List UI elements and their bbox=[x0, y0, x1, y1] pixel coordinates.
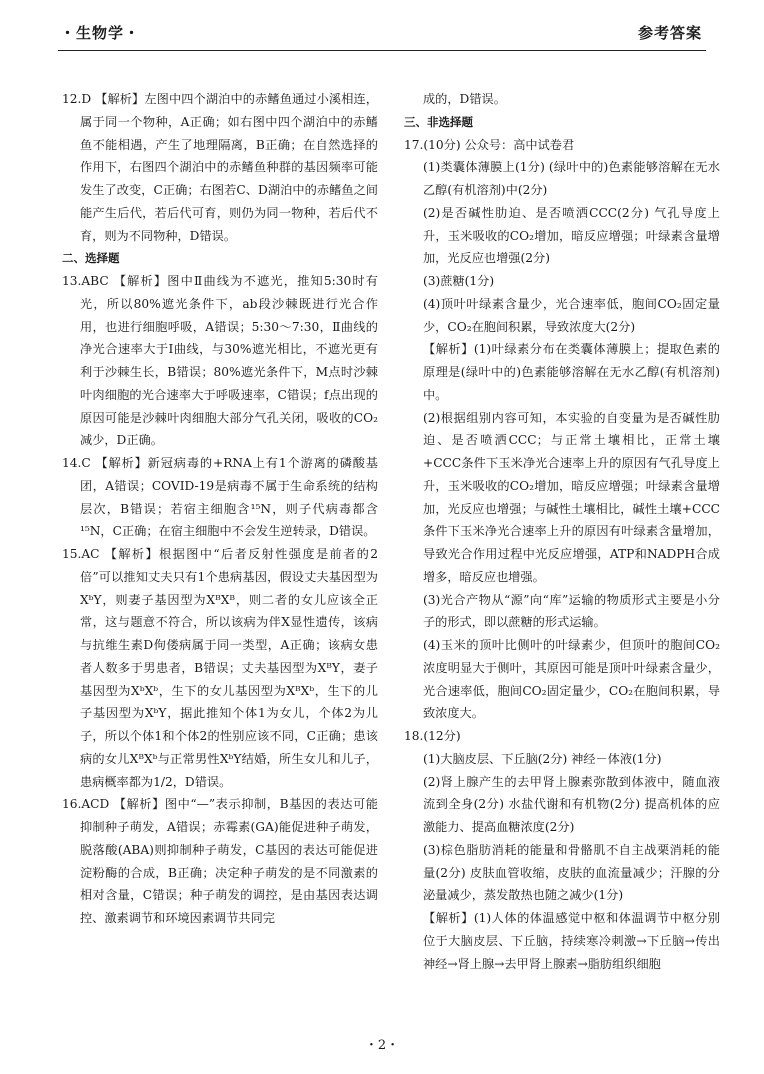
answer-17-part3: (3)蔗糖(1分) bbox=[423, 274, 495, 288]
header-subject: ・生物学・ bbox=[60, 24, 141, 42]
answer-15: 15.AC 【解析】根据图中“后者反射性强度是前者的2倍”可以推知丈夫只有1个患病基因，假设丈夫基因型为XᵇY，则妻子基因型为XᴮXᴮ，则二者的女儿应该全正常，这与题意不符合，所以该病为伴X显性遗传，该病与抗维生素D佝偻病属于同一类型，A正确；该病女患者人数多于男患者，B错误；丈夫基因型为XᴮY，妻子基因型为XᵇXᵇ，生下的女儿基因型为XᴮXᵇ，生下的儿子基因型为XᵇY，据此推知个体1为女儿，个体2为儿子，所以个体1和个体2的性别应该不同，C正确；患该病的女儿XᴮXᵇ与正常男性XᵇY结婚，所生女儿和儿子，患病概率都为1/2，D错误。 bbox=[62, 547, 378, 789]
answer-16-continued: 成的，D错误。 bbox=[423, 92, 506, 106]
question-18-heading: 18.(12分) bbox=[404, 729, 461, 743]
left-column bbox=[62, 88, 378, 930]
answer-17-part4: (4)顶叶叶绿素含量少，光合速率低，胞间CO₂固定量少，CO₂在胞间积累，导致浓度大(2分) bbox=[423, 296, 720, 334]
explanation-17-part3: (3)光合产物从“源”向“库”运输的物质形式主要是小分子的形式，即以蔗糖的形式运输。 bbox=[423, 592, 720, 630]
answer-18-part2: (2)肾上腺产生的去甲肾上腺素弥散到体液中，随血液流到全身(2分) 水盐代谢和有机物(2分) 提高机体的应激能力、提高血糖浓度(2分) bbox=[423, 774, 720, 834]
header-title: 参考答案 bbox=[637, 24, 702, 42]
answer-18-part1: (1)大脑皮层、下丘脑(2分) 神经－体液(1分) bbox=[423, 751, 662, 766]
right-column bbox=[404, 88, 720, 975]
answer-14: 14.C 【解析】新冠病毒的+RNA上有1个游离的磷酸基团，A错误；COVID-19是病毒不属于生命系统的结构层次，B错误；若宿主细胞含¹⁵N，则子代病毒都含¹⁵N，C正确；在宿主细胞中不会发生逆转录，D错误。 bbox=[62, 456, 378, 539]
answer-17-part2: (2)是否碱性肋迫、是否喷洒CCC(2分) 气孔导度上升，玉米吸收的CO₂增加，暗反应增强；叶绿素含量增加，光反应也增强(2分) bbox=[423, 205, 720, 266]
explanation-18-part1: 【解析】(1)人体的体温感觉中枢和体温调节中枢分别位于大脑皮层、下丘脑，持续寒冷刺激→下丘脑→传出神经→肾上腺→去甲肾上腺素→脂肪组织细胞 bbox=[423, 911, 720, 971]
section-heading-nonchoice: 三、非选择题 bbox=[404, 114, 473, 129]
explanation-17-part2: (2)根据组别内容可知，本实验的自变量为是否碱性肋迫、是否喷洒CCC；与正常土壤相比，正常土壤+CCC条件下玉米净光合速率上升的原因有气孔导度上升，玉米吸收的CO₂增加，暗反应增强；叶绿素含量增加，光反应也增强；与碱性土壤相比，碱性土壤+CCC条件下玉米净光合速率上升的原因有叶绿素含量增加，导致光合作用过程中光反应增强，ATP和NADPH合成增多，暗反应也增强。 bbox=[423, 410, 720, 584]
explanation-17-part1: 【解析】(1)叶绿素分布在类囊体薄膜上；提取色素的原理是(绿叶中的)色素能够溶解在无水乙醇(有机溶剂)中。 bbox=[423, 342, 720, 402]
explanation-17-part4: (4)玉米的顶叶比侧叶的叶绿素少，但顶叶的胞间CO₂浓度明显大于侧叶，其原因可能是顶叶叶绿素含量少，光合速率低，胞间CO₂固定量少，CO₂在胞间积累，导致浓度大。 bbox=[423, 638, 720, 721]
answer-17-part1: (1)类囊体薄膜上(1分) (绿叶中的)色素能够溶解在无水乙醇(有机溶剂)中(2分) bbox=[423, 160, 720, 197]
page-number: ・2・ bbox=[364, 1038, 400, 1053]
answer-13: 13.ABC 【解析】图中Ⅱ曲线为不遮光，推知5:30时有光，所以80%遮光条件下，ab段沙棘既进行光合作用，也进行细胞呼吸，A错误；5:30～7:30，Ⅱ曲线的净光合速率大于Ⅰ曲线，与30%遮光相比，不遮光更有利于沙棘生长，B错误；80%遮光条件下，M点时沙棘叶肉细胞的光合速率大于呼吸速率，C错误；f点出现的原因可能是沙棘叶肉细胞大部分气孔关闭，吸收的CO₂减少，D正确。 bbox=[62, 274, 378, 448]
section-heading-choice: 二、选择题 bbox=[62, 251, 120, 266]
header-rule bbox=[58, 50, 706, 51]
answer-18-part3: (3)棕色脂肪消耗的能量和骨骼肌不自主战栗消耗的能量(2分) 皮肤血管收缩，皮肤的血流量减少；汗腺的分泌量减少，蒸发散热也随之减少(1分) bbox=[423, 842, 720, 903]
answer-16: 16.ACD 【解析】图中“—”表示抑制，B基因的表达可能抑制种子萌发，A错误；赤霉素(GA)能促进种子萌发，脱落酸(ABA)则抑制种子萌发，C基因的表达可能促进淀粉酶的合成，B正确；决定种子萌发的是不同激素的相对含量，C错误；种子萌发的调控，是由基因表达调控、激素调节和环境因素调节共同完 bbox=[62, 797, 378, 925]
question-17-heading: 17.(10分) 公众号：高中试卷君 bbox=[404, 137, 575, 152]
answer-12: 12.D 【解析】左图中四个湖泊中的赤鳍鱼通过小溪相连，属于同一个物种，A正确；如右图中四个湖泊中的赤鳍鱼不能相遇，产生了地理隔离，B正确；在自然选择的作用下，右图四个湖泊中的赤鳍鱼种群的基因频率可能发生了改变，C正确；右图若C、D湖泊中的赤鳍鱼之间能产生后代，若后代可育，则仍为同一物种，若后代不育，则为不同物种，D错误。 bbox=[62, 92, 378, 243]
